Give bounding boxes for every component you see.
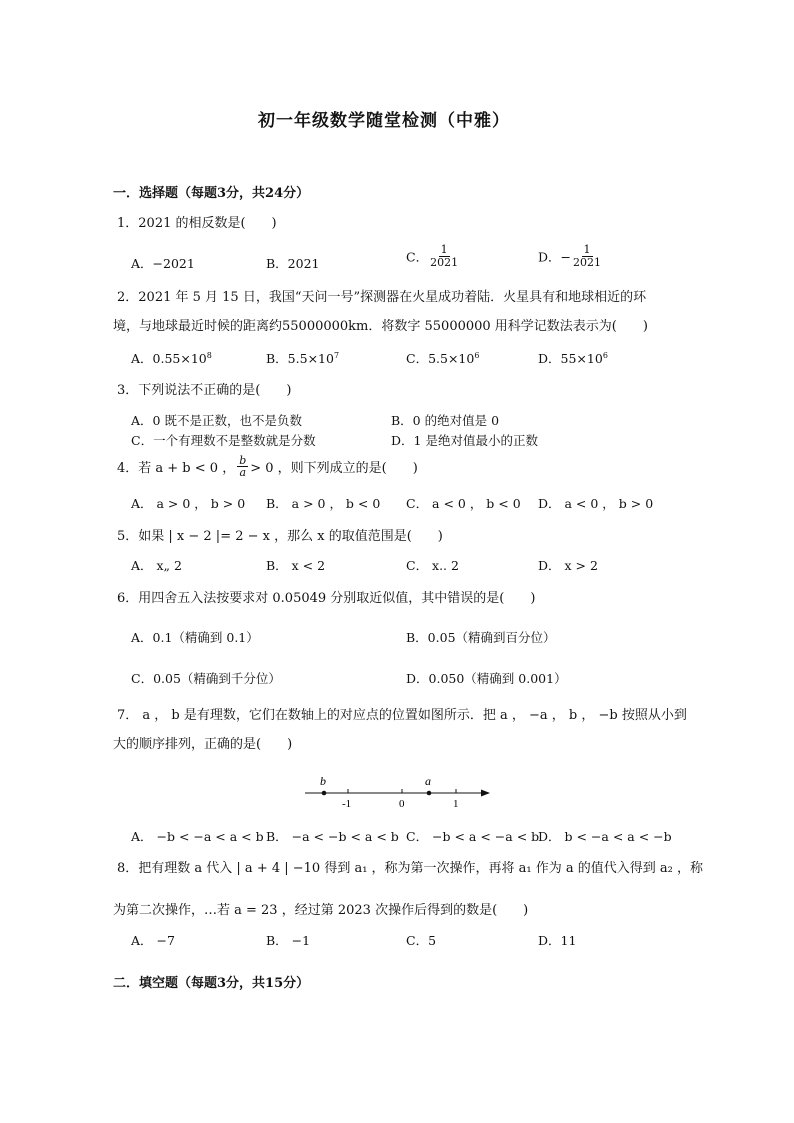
question-2-stem-line2: 境，与地球最近时候的距离约55000000km．将数字 55000000 用科学记数法表示为( ) [113, 319, 648, 334]
question-4-option-b: B． a > 0 ， b < 0 [266, 496, 381, 511]
fraction [428, 244, 460, 269]
question-6-option-a: A．0.1（精确到 0.1） [131, 630, 259, 645]
question-7-option-c: C． −b < a < −a < b [406, 829, 540, 844]
question-3-option-a: A．0 既不是正数，也不是负数 [131, 413, 302, 428]
question-1-option-c [406, 244, 460, 269]
point-b [322, 791, 327, 796]
question-7-option-b: B． −a < −b < a < b [266, 829, 399, 844]
question-3-option-b: B．0 的绝对值是 0 [391, 413, 500, 428]
fraction-numerator: b [239, 454, 247, 467]
question-1-option-d [538, 244, 603, 269]
tick-neg1-label: -1 [342, 798, 352, 810]
question-5-option-c: C． x.. 2 [406, 558, 459, 573]
question-4-stem [117, 455, 418, 478]
question-7-stem-line2: 大的顺序排列，正确的是( ) [113, 737, 293, 752]
tick-0-label: 0 [399, 798, 405, 810]
question-8-stem-line1: 8．把有理数 a 代入 | a + 4 | −10 得到 a₁ ，称为第一次操作，再将 a₁ 作为 a 的值代入得到 a₂ ，称 [117, 861, 704, 876]
question-1-option-a: A．−2021 [131, 256, 195, 271]
fraction-numerator: 1 [583, 243, 591, 256]
question-7-option-d: D． b < −a < a < −b [538, 829, 672, 844]
fraction-numerator: 1 [440, 243, 448, 256]
stem-prefix: 4．若 a + b < 0 ， [117, 461, 236, 476]
question-3-option-d: D．1 是绝对值最小的正数 [391, 433, 538, 448]
fraction-denominator: 2021 [573, 256, 601, 269]
question-8-option-c: C．5 [406, 933, 437, 948]
point-b-label: b [320, 774, 326, 788]
question-6-option-c: C．0.05（精确到千分位） [131, 671, 281, 686]
option-text: B．5.5×10 [266, 351, 334, 366]
question-8-option-b: B． −1 [266, 933, 311, 948]
number-line-figure [300, 772, 496, 812]
question-5-option-a: A． x„ 2 [131, 558, 182, 573]
question-2-stem-line1: 2．2021 年 5 月 15 日，我国“天问一号”探测器在火星成功着陆．火星具有和地球相近的环 [117, 290, 647, 305]
question-8-option-a: A． −7 [131, 933, 175, 948]
stem-suffix: > 0 ，则下列成立的是( ) [250, 461, 418, 476]
question-2-option-d [538, 349, 608, 367]
section-heading-choice: 一．选择题（每题3分，共24分） [113, 186, 310, 201]
option-text: A．0.55×10 [131, 351, 207, 366]
question-8-option-d: D．11 [538, 933, 577, 948]
option-d-label: D．− [538, 249, 571, 265]
question-8-stem-line2: 为第二次操作，…若 a = 23 ，经过第 2023 次操作后得到的数是( ) [113, 903, 529, 918]
question-3-option-c: C．一个有理数不是整数就是分数 [131, 433, 316, 448]
question-4-option-c: C． a < 0 ， b < 0 [406, 496, 521, 511]
question-6-stem: 6．用四舍五入法按要求对 0.05049 分别取近似值，其中错误的是( ) [117, 591, 536, 606]
question-4-option-d: D． a < 0 ， b > 0 [538, 496, 654, 511]
exponent: 8 [206, 350, 212, 360]
page-title: 初一年级数学随堂检测（中雅） [258, 111, 510, 131]
number-line-arrow [481, 790, 490, 797]
question-7-option-a: A． −b < −a < a < b [131, 829, 264, 844]
question-4-option-a: A． a > 0 ， b > 0 [131, 496, 246, 511]
fraction-b-over-a [237, 455, 248, 478]
question-6-option-d: D．0.050（精确到 0.001） [406, 671, 567, 686]
section-heading-fill-in: 二．填空题（每题3分，共15分） [113, 976, 310, 991]
option-c-label: C． [406, 249, 429, 265]
exponent: 6 [602, 350, 608, 360]
tick-1-label: 1 [453, 798, 459, 810]
exponent: 7 [333, 350, 340, 360]
question-5-option-b: B． x < 2 [266, 558, 326, 573]
question-3-stem: 3．下列说法不正确的是( ) [117, 383, 292, 398]
question-2-option-b [266, 349, 339, 367]
question-1-option-b: B．2021 [266, 256, 320, 271]
question-6-option-b: B．0.05（精确到百分位） [406, 630, 556, 645]
question-5-option-d: D． x > 2 [538, 558, 598, 573]
question-2-option-a [131, 349, 212, 367]
question-5-stem: 5．如果 | x − 2 |= 2 − x ，那么 x 的取值范围是( ) [117, 529, 443, 544]
question-1-stem: 1．2021 的相反数是( ) [117, 216, 277, 231]
point-a [427, 791, 432, 796]
fraction-denominator: a [239, 466, 246, 479]
option-text: D．55×10 [538, 351, 603, 366]
exponent: 6 [474, 350, 480, 360]
point-a-label: a [425, 774, 431, 788]
question-7-stem-line1: 7． a ， b 是有理数，它们在数轴上的对应点的位置如图所示．把 a ， −a ， b ， −b 按照从小到 [117, 708, 687, 723]
fraction [571, 244, 603, 269]
fraction-denominator: 2021 [430, 256, 459, 269]
question-2-option-c [406, 349, 479, 367]
option-text: C．5.5×10 [406, 351, 475, 366]
